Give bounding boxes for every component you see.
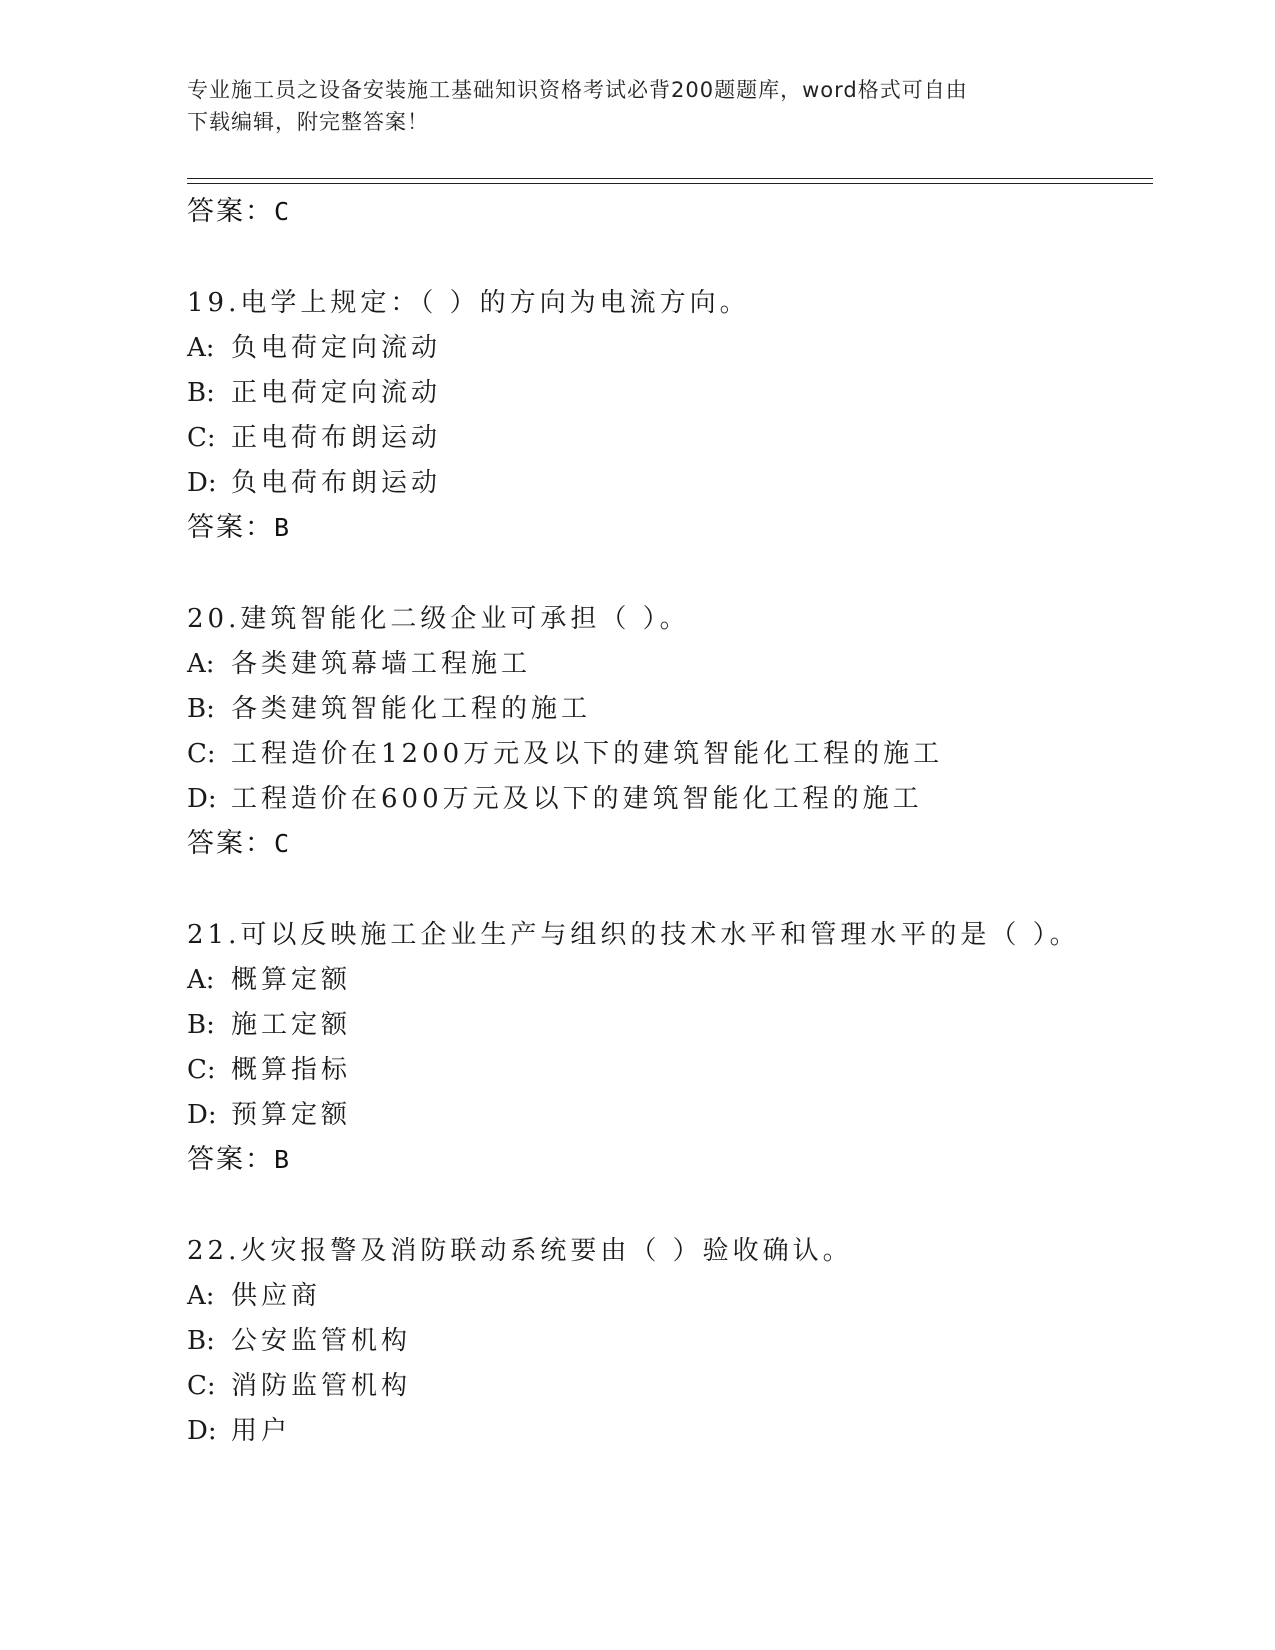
option-text: 公安监管机构 [231,1326,412,1356]
option-key: C: [187,739,216,769]
option-key: C: [187,1055,216,1085]
document-header [187,74,1087,138]
option-key: C: [187,423,216,453]
option-text: 消防监管机构 [231,1371,412,1401]
option-key: D: [187,784,217,814]
question-stem: 20.建筑智能化二级企业可承担（ ）。 [187,604,690,634]
option-key: A: [187,965,215,995]
option-text: 预算定额 [231,1100,352,1130]
question-option [187,1003,1153,1048]
option-key: A: [187,649,215,679]
option-text: 各类建筑幕墙工程施工 [231,649,532,679]
question-option [187,732,1153,777]
answer-line [187,1138,1153,1182]
header-line-1: 专业施工员之设备安装施工基础知识资格考试必背200题题库，word格式可自由 [187,78,968,102]
option-key: A: [187,1281,215,1311]
question-stem: 21.可以反映施工企业生产与组织的技术水平和管理水平的是（ ）。 [187,920,1080,950]
question-list [187,190,1153,1454]
question-option [187,687,1153,732]
option-text: 概算定额 [231,965,352,995]
option-text: 负电荷定向流动 [231,333,442,363]
option-key: C: [187,1371,216,1401]
question-option [187,777,1153,822]
answer-line [187,506,1153,550]
answer-line [187,190,1153,234]
answer-value: C [274,829,290,858]
question-item [187,597,1153,822]
question-item [187,281,1153,506]
question-option [187,642,1153,687]
question-option [187,461,1153,506]
option-key: B: [187,694,215,724]
block-spacer [187,866,1153,913]
header-rule-top [187,178,1153,179]
answer-label: 答案： [187,1144,274,1175]
block-spacer [187,1182,1153,1229]
option-text: 正电荷定向流动 [231,378,442,408]
option-text: 概算指标 [231,1055,352,1085]
question-option [187,1319,1153,1364]
question-stem: 19.电学上规定：（ ）的方向为电流方向。 [187,288,750,318]
option-key: D: [187,1416,217,1446]
block-spacer [187,550,1153,597]
answer-label: 答案： [187,512,274,543]
option-text: 施工定额 [231,1010,352,1040]
question-stem: 22.火灾报警及消防联动系统要由（ ）验收确认。 [187,1236,853,1266]
question-option [187,1093,1153,1138]
option-key: D: [187,1100,217,1130]
question-option [187,1409,1153,1454]
option-text: 各类建筑智能化工程的施工 [231,694,592,724]
option-key: D: [187,468,217,498]
option-text: 负电荷布朗运动 [231,468,442,498]
option-key: B: [187,1326,215,1356]
option-text: 工程造价在1200万元及以下的建筑智能化工程的施工 [231,739,944,769]
option-text: 用户 [231,1416,292,1446]
block-spacer [187,234,1153,281]
question-item [187,1229,1153,1454]
option-key: B: [187,1010,215,1040]
header-line-2: 下载编辑，附完整答案！ [187,110,429,134]
header-rule-bottom [187,183,1153,184]
question-option [187,958,1153,1003]
question-option [187,1274,1153,1319]
answer-value: C [274,197,290,226]
answer-value: B [274,1145,290,1174]
question-item [187,913,1153,1138]
question-option [187,371,1153,416]
question-option [187,1364,1153,1409]
question-option [187,326,1153,371]
option-key: A: [187,333,215,363]
option-text: 正电荷布朗运动 [231,423,442,453]
answer-line [187,822,1153,866]
question-option [187,1048,1153,1093]
option-key: B: [187,378,215,408]
answer-label: 答案： [187,196,274,227]
question-option [187,416,1153,461]
answer-value: B [274,513,290,542]
option-text: 供应商 [231,1281,322,1311]
answer-label: 答案： [187,828,274,859]
option-text: 工程造价在600万元及以下的建筑智能化工程的施工 [231,784,923,814]
